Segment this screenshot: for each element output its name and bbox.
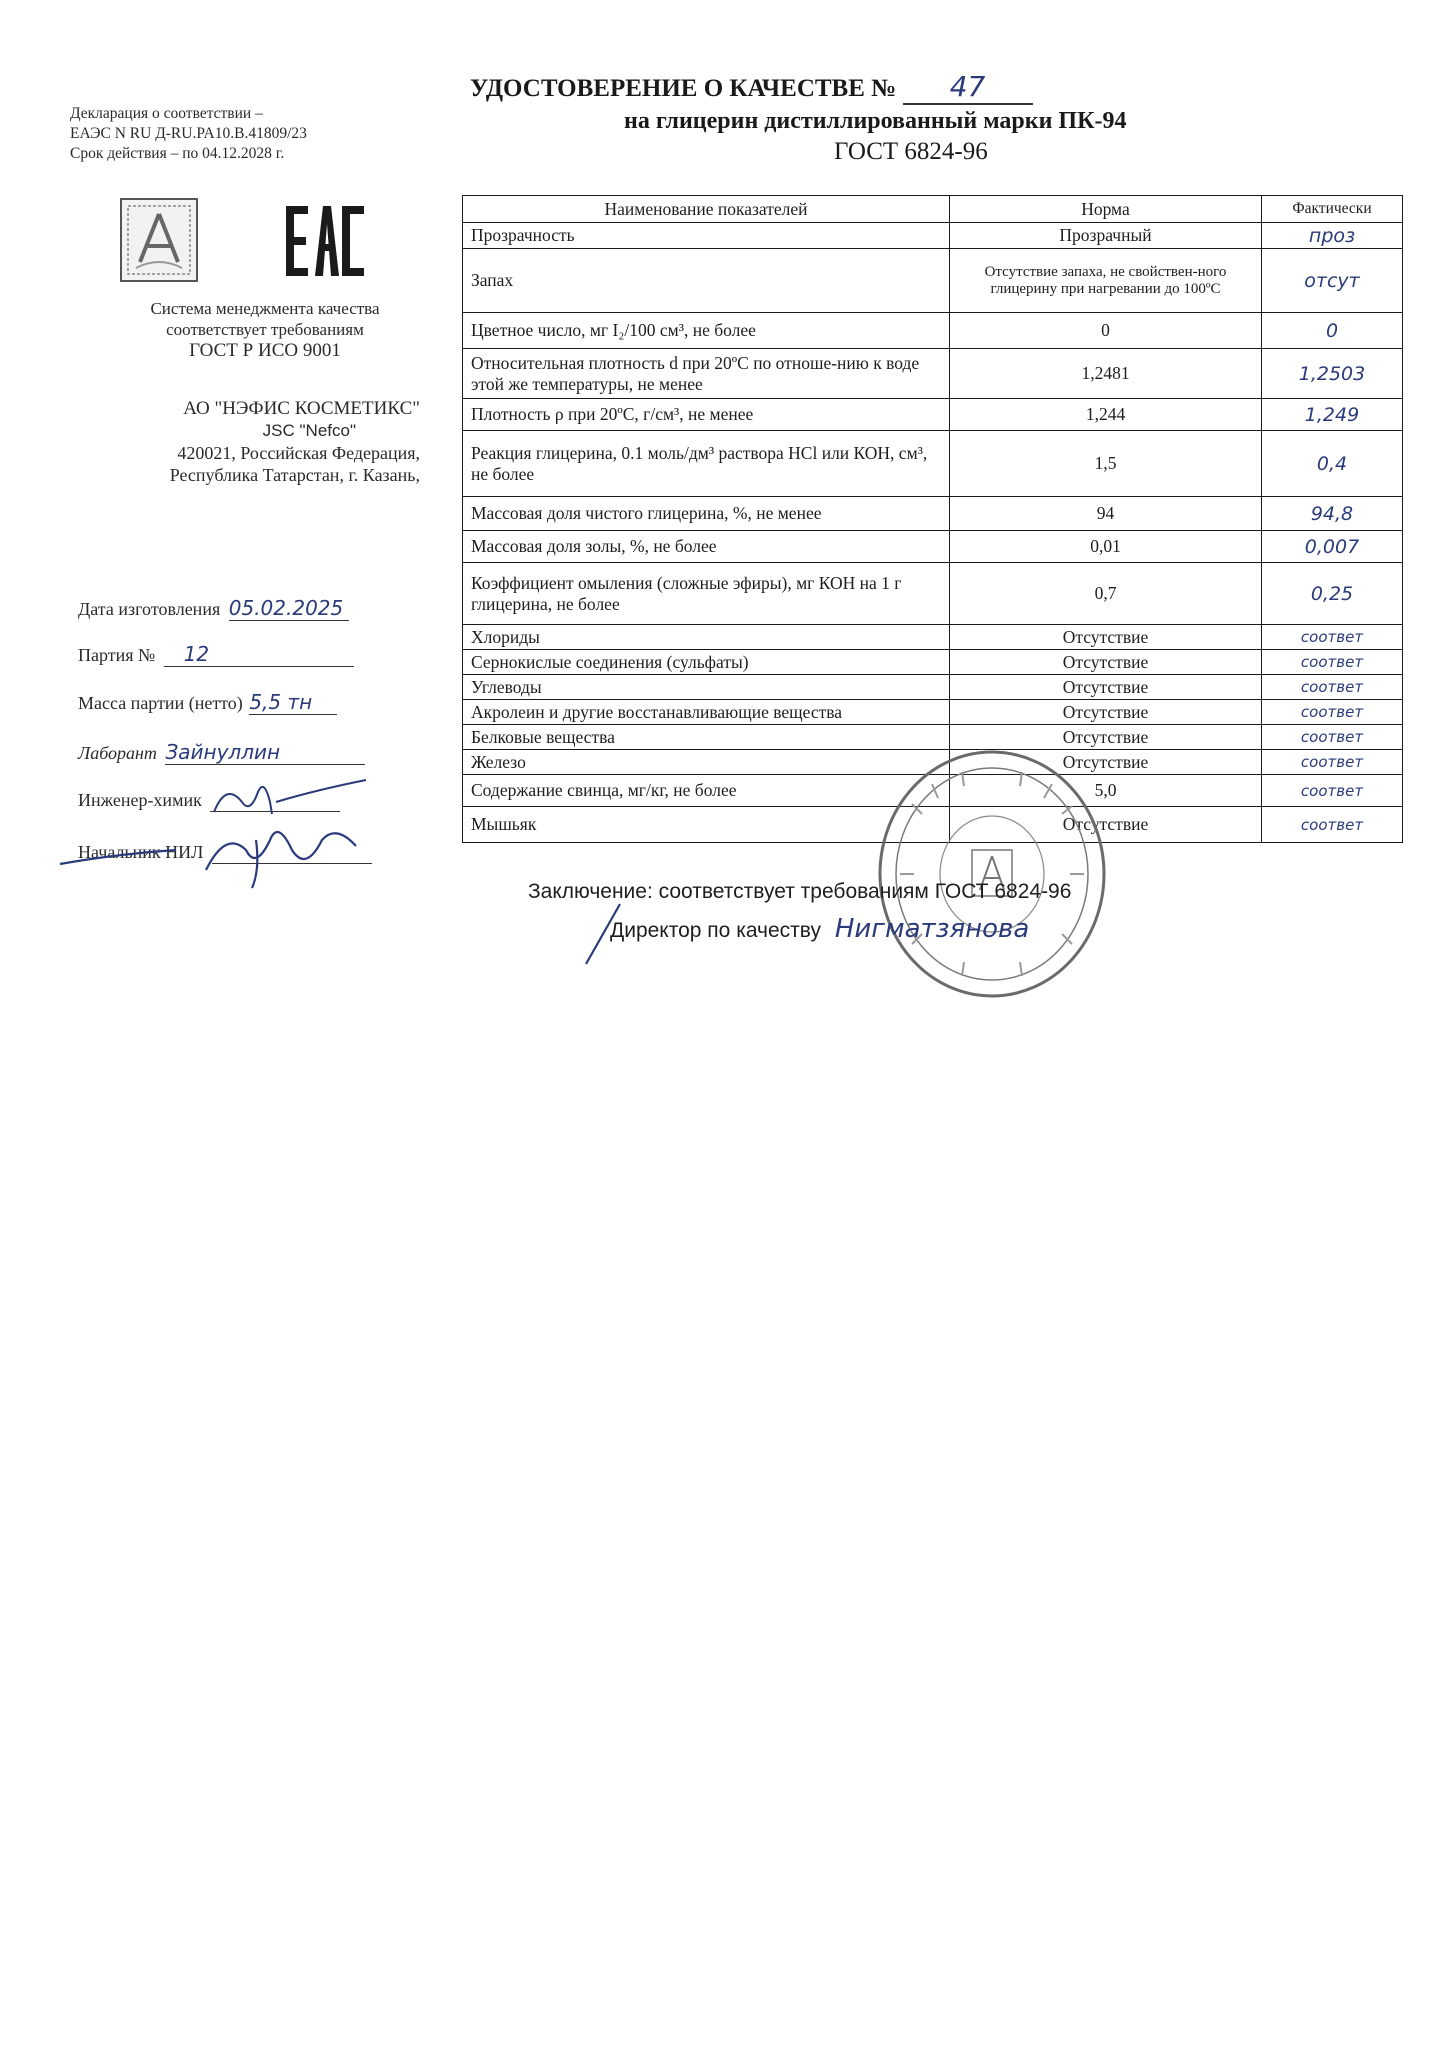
row-norm: Отсутствие	[950, 807, 1262, 843]
row-name: Массовая доля золы, %, не более	[463, 531, 950, 563]
batch-value: 12	[183, 642, 210, 666]
batch-field	[78, 642, 354, 667]
company-name-en: JSC "Nefco"	[262, 421, 356, 440]
row-actual: соответ	[1262, 775, 1403, 807]
eac-mark	[284, 204, 366, 278]
lab-head-signature	[56, 810, 376, 890]
column-header-norm: Норма	[950, 196, 1262, 223]
row-norm: 0,01	[950, 531, 1262, 563]
production-date-value: 05.02.2025	[228, 596, 344, 620]
table-row	[463, 531, 1403, 563]
row-name: Мышьяк	[463, 807, 950, 843]
table-row	[463, 625, 1403, 650]
certificate-number: 47	[903, 70, 1033, 105]
row-name: Реакция глицерина, 0.1 моль/дм³ раствора HCl или КОН, см³, не более	[463, 431, 950, 497]
mass-field	[78, 690, 337, 715]
quality-system-standard: ГОСТ Р ИСО 9001	[189, 340, 341, 361]
row-norm: 5,0	[950, 775, 1262, 807]
table-header-row	[463, 196, 1403, 223]
certificate-standard: ГОСТ 6824-96	[834, 138, 988, 165]
certificate-title	[470, 70, 1270, 105]
row-name: Массовая доля чистого глицерина, %, не менее	[463, 497, 950, 531]
row-norm: Отсутствие запаха, не свойствен-ного глицерину при нагревании до 100ºС	[950, 249, 1262, 313]
director-signature: Нигматзянова	[834, 914, 1030, 944]
director-signature-stroke	[580, 900, 640, 970]
row-norm: Прозрачный	[950, 223, 1262, 249]
row-actual: 0,25	[1262, 563, 1403, 625]
row-name: Хлориды	[463, 625, 950, 650]
company-address-1: 420021, Российская Федерация,	[177, 443, 420, 463]
row-actual: соответ	[1262, 675, 1403, 700]
lab-assistant-label: Лаборант	[78, 743, 157, 763]
certification-mark-icon	[118, 196, 200, 284]
company-block	[70, 398, 420, 486]
row-actual: проз	[1262, 223, 1403, 249]
production-date-label: Дата изготовления	[78, 599, 221, 619]
quality-system-note	[90, 298, 440, 361]
row-actual: соответ	[1262, 650, 1403, 675]
table-row	[463, 249, 1403, 313]
lab-assistant-field	[78, 740, 365, 765]
row-name: Углеводы	[463, 675, 950, 700]
lab-head-label: Начальник НИЛ	[78, 842, 204, 862]
declaration-block	[70, 104, 400, 164]
row-actual: соответ	[1262, 750, 1403, 775]
company-stamp	[872, 744, 1112, 1004]
row-actual: отсут	[1262, 249, 1403, 313]
table-row	[463, 675, 1403, 700]
production-date-field	[78, 596, 349, 621]
row-norm: Отсутствие	[950, 725, 1262, 750]
table-row	[463, 313, 1403, 349]
declaration-line-3: Срок действия – по 04.12.2028 г.	[70, 145, 285, 162]
batch-label: Партия №	[78, 645, 156, 665]
row-actual: соответ	[1262, 725, 1403, 750]
row-name: Цветное число, мг I₂/100 см³, не более	[463, 313, 950, 349]
table-row	[463, 700, 1403, 725]
row-name: Белковые вещества	[463, 725, 950, 750]
certificate-title-text: УДОСТОВЕРЕНИЕ О КАЧЕСТВЕ №	[470, 75, 897, 102]
row-norm: 0,7	[950, 563, 1262, 625]
mass-value: 5,5 тн	[249, 690, 313, 714]
row-norm: Отсутствие	[950, 650, 1262, 675]
chemical-engineer-label: Инженер-химик	[78, 790, 202, 810]
table-row	[463, 431, 1403, 497]
row-name: Коэффициент омыления (сложные эфиры), мг КОН на 1 г глицерина, не более	[463, 563, 950, 625]
quality-system-line-1: Система менеджмента качества	[150, 299, 380, 318]
quality-system-line-2: соответствует требованиям	[166, 320, 364, 339]
row-actual: соответ	[1262, 807, 1403, 843]
table-row	[463, 563, 1403, 625]
row-norm: 1,5	[950, 431, 1262, 497]
row-norm: 0	[950, 313, 1262, 349]
row-name: Относительная плотность d при 20ºС по отноше-нию к воде этой же температуры, не менее	[463, 349, 950, 399]
director-label: Директор по качеству	[610, 919, 821, 942]
table-row	[463, 223, 1403, 249]
mass-label: Масса партии (нетто)	[78, 693, 243, 713]
row-norm: Отсутствие	[950, 700, 1262, 725]
table-row	[463, 650, 1403, 675]
company-address-2: Республика Татарстан, г. Казань,	[169, 465, 420, 485]
row-actual: 0,007	[1262, 531, 1403, 563]
table-row	[463, 399, 1403, 431]
column-header-actual: Фактически	[1262, 196, 1403, 223]
row-name: Акролеин и другие восстанавливающие вещества	[463, 700, 950, 725]
row-name: Запах	[463, 249, 950, 313]
table-row	[463, 497, 1403, 531]
row-name: Плотность ρ при 20ºС, г/см³, не менее	[463, 399, 950, 431]
declaration-line-2: ЕАЭС N RU Д-RU.PA10.B.41809/23	[70, 125, 307, 142]
row-actual: 94,8	[1262, 497, 1403, 531]
certificate-subtitle: на глицерин дистиллированный марки ПК-94	[624, 108, 1127, 134]
company-name: АО "НЭФИС КОСМЕТИКС"	[183, 398, 420, 419]
row-norm: Отсутствие	[950, 625, 1262, 650]
eac-mark-icon	[284, 204, 366, 278]
table-row	[463, 349, 1403, 399]
lab-assistant-signature: Зайнуллин	[165, 740, 281, 764]
row-norm: 94	[950, 497, 1262, 531]
row-actual: соответ	[1262, 625, 1403, 650]
row-norm: 1,2481	[950, 349, 1262, 399]
row-actual: соответ	[1262, 700, 1403, 725]
row-actual: 0,4	[1262, 431, 1403, 497]
row-norm: 1,244	[950, 399, 1262, 431]
row-norm: Отсутствие	[950, 675, 1262, 700]
row-name: Прозрачность	[463, 223, 950, 249]
column-header-name: Наименование показателей	[463, 196, 950, 223]
conclusion-text: Заключение: соответствует требованиям ГОСТ 6824-96	[528, 880, 1072, 903]
declaration-line-1: Декларация о соответствии –	[70, 105, 263, 122]
row-actual: 1,249	[1262, 399, 1403, 431]
row-name: Содержание свинца, мг/кг, не более	[463, 775, 950, 807]
row-actual: 1,2503	[1262, 349, 1403, 399]
row-norm: Отсутствие	[950, 750, 1262, 775]
director-signature-line	[610, 914, 1029, 944]
row-name: Железо	[463, 750, 950, 775]
row-actual: 0	[1262, 313, 1403, 349]
row-name: Сернокислые соединения (сульфаты)	[463, 650, 950, 675]
